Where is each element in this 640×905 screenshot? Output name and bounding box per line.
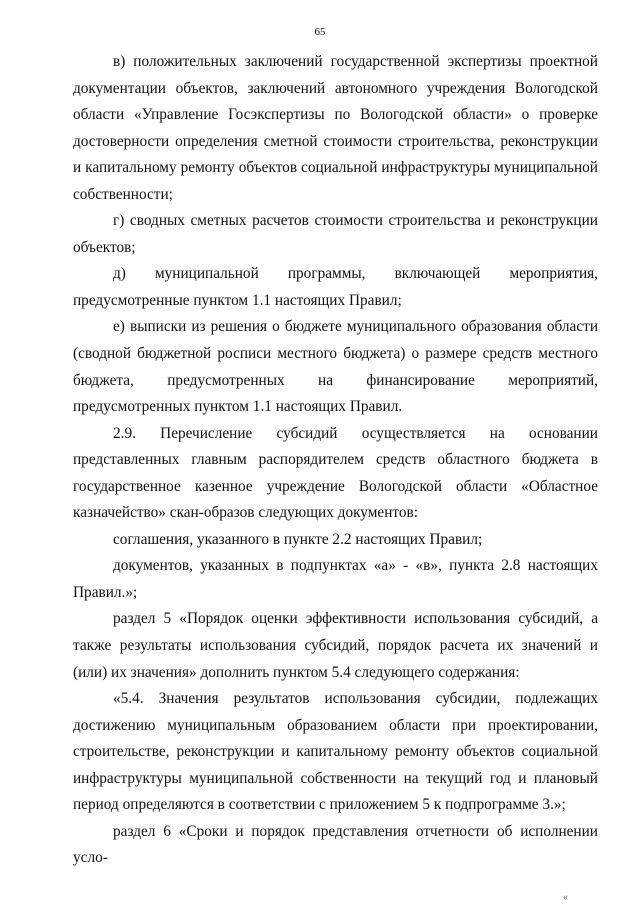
- page-number: 65: [314, 26, 326, 38]
- document-body: [73, 49, 598, 872]
- corner-mark-bottom: «: [563, 892, 568, 903]
- scan-artifact-mark: [598, 0, 610, 4]
- paragraph-clause-5-4: «5.4. Значения результатов использования субсидии, подлежащих достижению муниципальным образованием области при проектировании, строительстве, реконструкции и капитальному ремонту объектов социальной инфраструктуры муниципальной собственности на текущий год и плановый период определяются в соответствии с приложением 5 к подпрограмме 3.»;: [73, 690, 598, 814]
- paragraph-agreement: соглашения, указанного в пункте 2.2 настоящих Правил;: [113, 530, 483, 548]
- paragraph-section-5: раздел 5 «Порядок оценки эффективности использования субсидий, а также результаты использования субсидий, порядок расчета их значений и (или) их значения» дополнить пунктом 5.4 следующего содержания:: [73, 610, 598, 681]
- paragraph-item-e: е) выписки из решения о бюджете муниципального образования области (сводной бюджетной росписи местного бюджета) о размере средств местного бюджета, предусмотренных на финансирование мероприятий, предусмотренных пунктом 1.1 настоящих Правил.: [73, 318, 598, 416]
- paragraph-clause-2-9: 2.9. Перечисление субсидий осуществляется на основании представленных главным распорядителем средств областного бюджета в государственное казенное учреждение Вологодской области «Областное казначейство» скан-образов следующих документов:: [73, 424, 598, 522]
- paragraph-item-v: в) положительных заключений государственной экспертизы проектной документации объектов, заключений автономного учреждения Вологодской области «Управление Госэкспертизы по Вологодской области» о проверке достоверности определения сметной стоимости строительства, реконструкции и капитальному ремонту объектов социальной инфраструктуры муниципальной собственности;: [73, 53, 598, 203]
- paragraph-item-d: д) муниципальной программы, включающей мероприятия, предусмотренные пунктом 1.1 настоящих Правил;: [73, 265, 598, 309]
- paragraph-documents: документов, указанных в подпунктах «а» - «в», пункта 2.8 настоящих Правил.»;: [73, 557, 598, 601]
- paragraph-item-g: г) сводных сметных расчетов стоимости строительства и реконструкции объектов;: [73, 212, 598, 256]
- paragraph-section-6: раздел 6 «Сроки и порядок представления отчетности об исполнении усло-: [73, 822, 598, 867]
